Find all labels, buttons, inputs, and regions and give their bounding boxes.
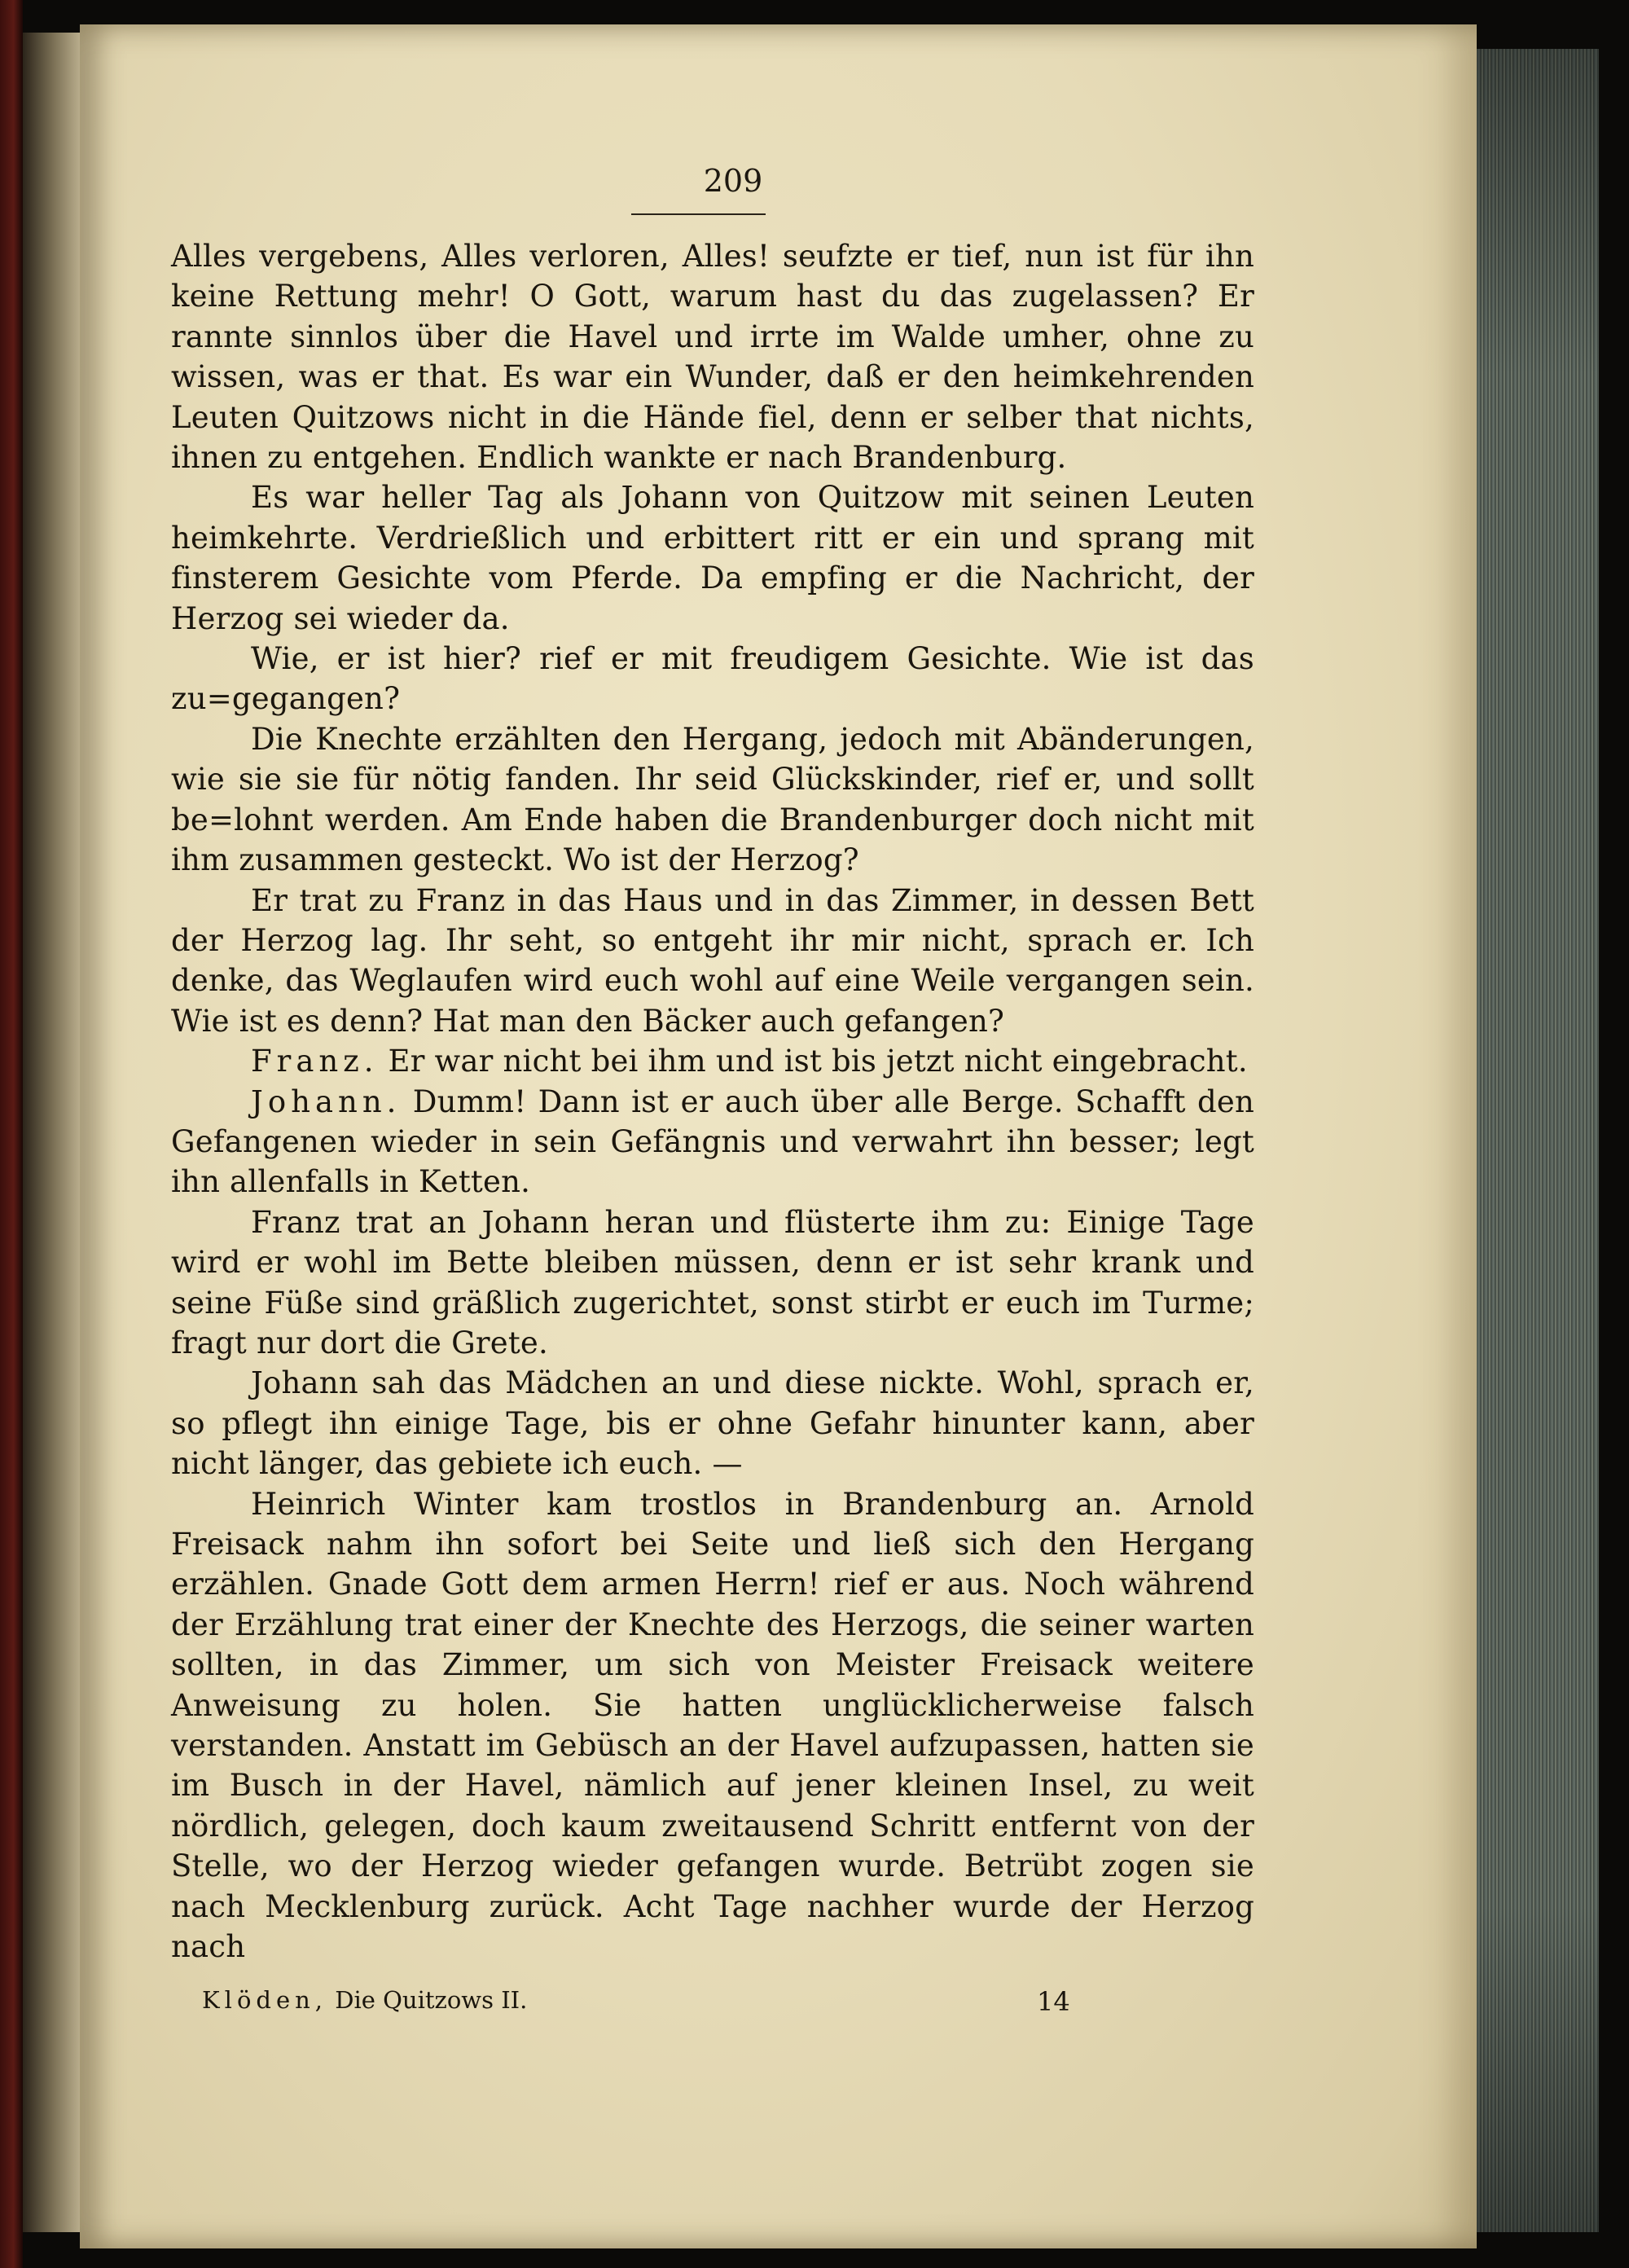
dialogue-paragraph	[171, 1041, 1254, 1081]
paragraph: Heinrich Winter kam trostlos in Brandenburg an. Arnold Freisack nahm ihn sofort bei Seite und ließ sich den Hergang erzählen. Gnade Gott dem armen Herrn! rief er aus. Noch während der Erzählung trat einer der Knechte des Herzogs, die seiner warten sollten, in das Zimmer, um sich von Meister Freisack weitere Anweisung zu holen. Sie hatten unglücklicherweise falsch verstanden. Anstatt im Gebüsch an der Havel aufzupassen, hatten sie im Busch in der Havel, nämlich auf jener kleinen Insel, zu weit nördlich, gelegen, doch kaum zweitausend Schritt entfernt von der Stelle, wo der Herzog wieder gefangen wurde. Betrübt zogen sie nach Mecklenburg zurück. Acht Tage nachher wurde der Herzog nach	[171, 1486, 1254, 1965]
page-number: 209	[703, 163, 763, 199]
page-footer	[202, 1986, 1098, 2017]
book-cover-edge	[0, 0, 23, 2268]
footer-author: Klöden,	[202, 1986, 328, 2014]
paragraph: Die Knechte erzählten den Hergang, jedoch mit Abänderungen, wie sie sie für nötig fanden. Ihr seid Glückskinder, rief er, und sollt be=lohnt werden. Am Ende haben die Brandenburger doch nicht mit ihm zusammen gesteckt. Wo ist der Herzog?	[171, 721, 1254, 878]
signature-mark: 14	[1037, 1986, 1070, 2017]
gutter-page-sliver	[23, 33, 80, 2232]
dialogue-text: Dumm! Dann ist er auch über alle Berge. Schafft den Gefangenen wieder in sein Gefängnis und verwahrt ihn besser; legt ihn allenfalls in Ketten.	[171, 1083, 1254, 1200]
speaker-name: Franz.	[251, 1044, 379, 1079]
paragraph: Er trat zu Franz in das Haus und in das Zimmer, in dessen Bett der Herzog lag. Ihr seht, so entgeht ihr mir nicht, sprach er. Ich denke, das Weglaufen wird euch wohl auf eine Weile vergangen sein. Wie ist es denn? Hat man den Bäcker auch gefangen?	[171, 882, 1254, 1039]
speaker-name: Johann.	[251, 1083, 402, 1119]
paragraph: Es war heller Tag als Johann von Quitzow mit seinen Leuten heimkehrte. Verdrießlich und erbittert ritt er ein und sprang mit finsterem Gesichte vom Pferde. Da empfing er die Nachricht, der Herzog sei wieder da.	[171, 480, 1254, 636]
header-rule	[631, 213, 766, 215]
paragraph: Alles vergebens, Alles verloren, Alles! seufzte er tief, nun ist für ihn keine Rettung mehr! O Gott, warum hast du das zugelassen? Er rannte sinnlos über die Havel und irrte im Walde umher, ohne zu wissen, was er that. Es war ein Wunder, daß er den heimkehrenden Leuten Quitzows nicht in die Hände fiel, denn er selber that nichts, ihnen zu entgehen. Endlich wankte er nach Brandenburg.	[171, 239, 1254, 476]
paragraph: Johann sah das Mädchen an und diese nickte. Wohl, sprach er, so pflegt ihn einige Tage, bis er ohne Gefahr hinunter kann, aber nicht länger, das gebiete ich euch. —	[171, 1365, 1254, 1482]
paragraph: Franz trat an Johann heran und flüsterte ihm zu: Einige Tage wird er wohl im Bette bleiben müssen, denn er ist sehr krank und seine Füße sind gräßlich zugerichtet, sonst stirbt er euch im Turme; fragt nur dort die Grete.	[171, 1204, 1254, 1360]
paragraph: Wie, er ist hier? rief er mit freudigem Gesichte. Wie ist das zu=gegangen?	[171, 641, 1254, 717]
dialogue-paragraph	[171, 1082, 1254, 1202]
body-text	[171, 236, 1254, 1967]
dialogue-text: Er war nicht bei ihm und ist bis jetzt nicht eingebracht.	[388, 1044, 1248, 1079]
fore-edge-shadow	[1477, 49, 1599, 2232]
footer-title: Die Quitzows II.	[335, 1986, 528, 2014]
